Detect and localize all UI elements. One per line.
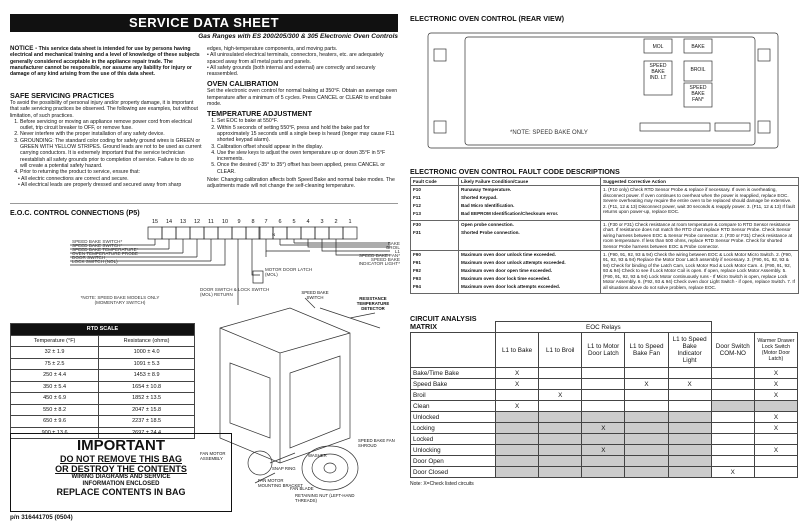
- matrix-cell: [496, 445, 539, 456]
- fault-col-cause: Likely Failure Condition/Cause: [459, 178, 601, 186]
- eoc-relays-header: EOC Relays: [496, 322, 712, 333]
- middle-text-column: [207, 46, 398, 190]
- matrix-cell: [754, 401, 797, 412]
- matrix-cell: [582, 456, 625, 467]
- matrix-heading: CIRCUIT ANALYSIS MATRIX: [410, 314, 477, 331]
- table-cell: 2237 ± 18.5: [99, 416, 195, 428]
- matrix-cell: X: [754, 368, 797, 379]
- connector-pin: [148, 227, 162, 239]
- table-cell: 1453 ± 8.9: [99, 370, 195, 382]
- matrix-cell: [496, 412, 539, 423]
- matrix-row-label: Clean: [411, 401, 496, 412]
- matrix-cell: [539, 379, 582, 390]
- fault-code: F11: [413, 195, 421, 201]
- safe-practices-heading: SAFE SERVICING PRACTICES: [10, 91, 115, 100]
- matrix-cell: [625, 412, 668, 423]
- table-row: [411, 221, 799, 251]
- washer-label: WASHER: [308, 453, 327, 458]
- terminal-bake: BAKE: [691, 44, 705, 50]
- matrix-cell: X: [754, 412, 797, 423]
- matrix-cell: [496, 456, 539, 467]
- divider: [10, 203, 398, 204]
- connector-pin: [315, 227, 329, 239]
- pin-number: 15: [151, 219, 159, 225]
- fault-col-action: Suggested Corrective Action: [601, 178, 799, 186]
- table-row: [411, 434, 798, 445]
- matrix-cell: [582, 379, 625, 390]
- matrix-column-header: L1 to Speed Bake Fan: [625, 333, 668, 368]
- matrix-cell: [668, 434, 711, 445]
- pin-label: DOOR SWITCH: [72, 255, 106, 261]
- matrix-row-label: Locking: [411, 423, 496, 434]
- fault-col-code: Fault Code: [411, 178, 459, 186]
- matrix-column-header: L1 to Bake: [496, 333, 539, 368]
- left-labels: [72, 240, 138, 265]
- safe-practices-cont: [207, 46, 398, 77]
- matrix-cell: X: [711, 467, 754, 478]
- pin-number: 1: [348, 219, 352, 225]
- matrix-cell: [625, 434, 668, 445]
- important-line5: REPLACE CONTENTS IN BAG: [56, 487, 186, 497]
- fault-codes-cell: [411, 251, 459, 294]
- rear-view-note: *NOTE: SPEED BAKE ONLY: [510, 130, 588, 136]
- fault-action-cell: 1. (F90, 91, 92, 93 & 94) Check the wiring between EOC & Lock Motor Micro Switch. 2. (F90, 91, 92, 93 & 94) Replace the Motor Door Latch assembly if necessary. 3. (F90, 91, 92, 93 & 94) Check for binding of the Latch Cam, Lock Motor Rod & Lock Motor Cam. 4. (F90, 91, 92, 93 & 94) Check to see if Lock Motor Coil is open. If open, replace Lock Motor Assembly. 5. (F90, 91, 92, 93 & 94) Lock Motor continuously runs - If Micro Switch is open, replace Lock Motor Assembly. 6. (F92, 93 & 94) Check oven door Light Switch - if open, replace Switch. 7. If all situations above do not solve problem, replace EOC.: [601, 251, 799, 294]
- rear-view-diagram: [410, 23, 798, 158]
- door-switch-label: DOOR SWITCH & LOCK SWITCH (MOL) RETURN: [200, 287, 270, 297]
- matrix-cell: [711, 412, 754, 423]
- matrix-cell: X: [625, 379, 668, 390]
- fault-cause: Runaway Temperature.: [461, 187, 512, 193]
- matrix-cell: [668, 390, 711, 401]
- fault-cause-cell: [459, 251, 601, 294]
- table-row: [411, 401, 798, 412]
- matrix-cell: X: [496, 368, 539, 379]
- table-row: [11, 347, 195, 359]
- fault-code: F92: [413, 267, 421, 273]
- matrix-cell: [582, 390, 625, 401]
- table-row: [411, 186, 799, 221]
- connector-pin: [204, 227, 218, 239]
- temp-adjustment-steps: [207, 118, 398, 175]
- pin-number: 5: [292, 219, 296, 225]
- matrix-row-label: Door Closed: [411, 467, 496, 478]
- list-item: 4. Use the slew keys to adjust the oven temperature up or down 35°F in 5°F increments.: [217, 150, 398, 163]
- fault-code: F91: [413, 259, 421, 265]
- table-row: [411, 456, 798, 467]
- matrix-cell: [668, 368, 711, 379]
- pin-number: 10: [221, 219, 229, 225]
- matrix-cell: [711, 434, 754, 445]
- rtd-col-res: Resistance (ohms): [99, 335, 195, 347]
- oven-calibration-heading: OVEN CALIBRATION: [207, 79, 279, 89]
- part-number: p/n 316441705 (0504): [10, 514, 73, 521]
- matrix-cell: [711, 423, 754, 434]
- matrix-cell: [625, 401, 668, 412]
- pin-label: BAKE: [387, 241, 400, 246]
- connector-pin: [162, 227, 176, 239]
- matrix-cell: [625, 445, 668, 456]
- matrix-cell: X: [582, 423, 625, 434]
- terminal-mol: MOL: [652, 44, 664, 50]
- safe-practices-list: [10, 119, 202, 176]
- matrix-row-label: Broil: [411, 390, 496, 401]
- matrix-cell: [668, 456, 711, 467]
- pin-number: 13: [179, 219, 187, 225]
- fault-cause: Open probe connection.: [461, 222, 514, 228]
- matrix-cell: X: [754, 390, 797, 401]
- fault-cause: Maximum oven door unlock time exceeded.: [461, 252, 556, 258]
- table-cell: 2697 ± 24.4: [99, 427, 195, 439]
- fan-motor-bracket-label: FAN MOTOR MOUNTING BRACKET: [258, 478, 303, 488]
- matrix-cell: [539, 423, 582, 434]
- matrix-cell: X: [539, 390, 582, 401]
- table-row: [411, 379, 798, 390]
- pin-number: 9: [237, 219, 241, 225]
- pin-label: SPEED BAKE INDICATOR LIGHT*: [358, 257, 400, 266]
- pin-label: L1: [394, 249, 400, 254]
- terminal-broil: BROIL: [690, 67, 706, 73]
- fan-blade-label: FAN BLADE: [290, 486, 314, 491]
- matrix-cell: [539, 467, 582, 478]
- matrix-cell: X: [496, 401, 539, 412]
- matrix-row-label: Door Open: [411, 456, 496, 467]
- matrix-cell: [711, 379, 754, 390]
- fault-code: F90: [413, 252, 421, 258]
- retaining-nut-label: RETAINING NUT (LEFT-HAND THREADS): [295, 493, 355, 503]
- connector-pin: [259, 227, 276, 239]
- circuit-matrix: [410, 321, 798, 487]
- table-row: [411, 368, 798, 379]
- matrix-cell: [625, 423, 668, 434]
- table-row: [411, 423, 798, 434]
- table-cell: 1000 ± 4.0: [99, 347, 195, 359]
- important-line1: DO NOT REMOVE THIS BAG: [59, 454, 182, 464]
- matrix-cell: X: [582, 445, 625, 456]
- connector-pin: [287, 227, 301, 239]
- fault-code: F31: [413, 229, 421, 235]
- fault-cause: Maximum oven door lock time exceeded.: [461, 275, 551, 281]
- matrix-cell: [754, 467, 797, 478]
- table-cell: 650 ± 9.6: [11, 416, 99, 428]
- fault-cause-cell: [459, 186, 601, 221]
- connector-pin: [176, 227, 190, 239]
- matrix-row-label: Unlocked: [411, 412, 496, 423]
- table-cell: 550 ± 8.2: [11, 404, 99, 416]
- table-cell: 450 ± 6.9: [11, 393, 99, 405]
- matrix-cell: [711, 456, 754, 467]
- matrix-cell: [539, 401, 582, 412]
- matrix-cell: [625, 456, 668, 467]
- rtd-scale: [10, 323, 195, 439]
- fault-code: F30: [413, 222, 421, 228]
- notice: [10, 46, 202, 77]
- eoc-connections-heading: E.O.C. CONTROL CONNECTIONS (P5): [10, 208, 140, 217]
- matrix-cell: [754, 456, 797, 467]
- sheet-title: SERVICE DATA SHEET: [10, 14, 398, 32]
- pin-label: BROIL: [386, 245, 400, 250]
- temp-adjustment-note: Note: Changing calibration affects both Speed Bake and normal bake modes. The adjustments made will not change the self-cleaning temperature.: [207, 177, 395, 190]
- matrix-cell: [668, 412, 711, 423]
- matrix-cell: [539, 368, 582, 379]
- table-cell: 250 ± 4.4: [11, 370, 99, 382]
- table-row: [11, 381, 195, 393]
- matrix-cell: [582, 467, 625, 478]
- temp-adjustment-heading: TEMPERATURE ADJUSTMENT: [207, 109, 313, 119]
- pin-number: 7: [264, 219, 268, 225]
- pin-label: SPEED BAKE SWITCH*: [72, 239, 123, 244]
- matrix-cell: [496, 434, 539, 445]
- list-item: • All electrical leads are properly dressed and secured away from sharp: [18, 181, 182, 188]
- matrix-cell: X: [496, 379, 539, 390]
- fault-code: F13: [413, 211, 421, 217]
- speed-bake-switch-label: SPEED BAKE SWITCH: [301, 290, 329, 300]
- fault-codes-cell: [411, 186, 459, 221]
- connector-pin: [232, 227, 246, 239]
- matrix-cell: [668, 423, 711, 434]
- fault-codes-heading: ELECTRONIC OVEN CONTROL FAULT CODE DESCRIPTIONS: [410, 167, 620, 176]
- rtd-label: RESISTANCE TEMPERATURE DETECTOR: [356, 296, 390, 311]
- pin-label: SPEED BAKE FAN*: [358, 253, 400, 258]
- table-row: [11, 370, 195, 382]
- matrix-cell: [625, 390, 668, 401]
- matrix-cell: X: [754, 423, 797, 434]
- notice-label: NOTICE -: [10, 45, 38, 52]
- fault-action-cell: 1. (F10 only) Check RTD Sensor Probe & replace if necessary. If oven is overheating, disconnect power. If oven continues to overheat when the power is reapplied, replace EOC. Severe overheating may require the entire oven to be replaced should damage be extensive. 2. (F11, 12 & 13) Disconnect power, wait 30 seconds & reapply power. 3. (F11, 12 & 13) If fault returns upon power-up, replace EOC.: [601, 186, 799, 221]
- matrix-cell: [539, 434, 582, 445]
- table-row: [411, 445, 798, 456]
- table-row: [11, 358, 195, 370]
- matrix-cell: [711, 445, 754, 456]
- connector-pin: [218, 227, 232, 239]
- connector-pin: [343, 227, 357, 239]
- matrix-cell: [496, 390, 539, 401]
- list-item: 5. Once the desired (-35° to 35°) offset has been applied, press CANCEL or CLEAR.: [217, 162, 398, 175]
- matrix-column-header: Warmer Drawer Lock Switch (Motor Door Latch): [754, 333, 797, 368]
- safe-practices-intro: To avoid the possibility of personal injury and/or property damage, it is important that safe servicing practices be observed. The following are examples, but without limitation, of such practices.: [10, 100, 198, 119]
- table-cell: 1091 ± 5.3: [99, 358, 195, 370]
- list-item: • All uninsulated electrical terminals, connectors, heaters, etc. are adequately spaced away from all metal parts and panels.: [207, 52, 384, 65]
- matrix-cell: [668, 401, 711, 412]
- pin-label: SPEED BAKE TEMPERATURE*: [72, 247, 139, 253]
- matrix-cell: [582, 434, 625, 445]
- motor-label: MOTOR DOOR LATCH (MOL): [265, 267, 313, 277]
- list-item: • All safety grounds (both internal and external) are correctly and securely reassembled.: [207, 64, 376, 78]
- matrix-row-label: Unlocking: [411, 445, 496, 456]
- terminal-speed-bake-fan: SPEED BAKE FAN*: [689, 85, 707, 103]
- matrix-column-header: L1 to Speed Bake Indicator Light: [668, 333, 711, 368]
- matrix-row-label: Speed Bake: [411, 379, 496, 390]
- connector-pin: [329, 227, 343, 239]
- list-item: • All electric connections are correct and secure.: [18, 175, 129, 182]
- oven-calibration-text: Set the electronic oven control for normal baking at 350°F. Obtain an average oven temperature after a minimum of 5 cycles. Press CANCEL or CLEAR to end bake mode.: [207, 88, 398, 108]
- list-item: 4. Prior to returning the product to service, ensure that:: [20, 169, 202, 175]
- table-cell: 2047 ± 15.8: [99, 404, 195, 416]
- fault-cause: Bad Micro Identification.: [461, 203, 515, 209]
- connector-pin: [301, 227, 315, 239]
- matrix-note: Note: X=Check listed circuits: [410, 481, 474, 487]
- pin-label: SPEED BAKE SWITCH*: [72, 243, 123, 249]
- pin-number: 14: [165, 219, 173, 225]
- important-line3: WIRING DIAGRAMS AND SERVICE: [71, 474, 171, 480]
- important-box: [10, 433, 232, 512]
- table-row: [411, 251, 799, 294]
- matrix-cell: [582, 401, 625, 412]
- list-item: 3. GROUNDING: The standard color coding for safety ground wires is GREEN or GREEN WITH YELLOW STRIPES. Ground leads are not to be used as current carrying conductors. It is extremely important that the service technician reestablish all safety grounds prior to completion of service. Failure to do so will create a potential safety hazard.: [20, 138, 202, 169]
- pin-number: 12: [193, 219, 201, 225]
- table-cell: 32 ± 1.9: [11, 347, 99, 359]
- fault-cause: Maximum oven door open time exceeded.: [461, 267, 553, 273]
- rear-view-heading: ELECTRONIC OVEN CONTROL (REAR VIEW): [410, 14, 565, 23]
- matrix-cell: [582, 412, 625, 423]
- matrix-column-header: Door Switch COM-NO: [711, 333, 754, 368]
- table-row: [411, 467, 798, 478]
- fan-motor-assembly-label: FAN MOTOR ASSEMBLY: [200, 451, 226, 461]
- important-line2: OR DESTROY THE CONTENTS: [55, 464, 187, 474]
- snap-ring-label: SNAP RING: [272, 466, 296, 471]
- pin-number: 2: [334, 219, 338, 225]
- list-item: 3. Calibration offset should appear in the display.: [217, 144, 398, 150]
- rtd-col-temp: Temperature (°F): [11, 335, 99, 347]
- notice-text: This service data sheet is intended for use by persons having electrical and mechanical training and a level of knowledge of these subjects generally considered acceptable in the appliance repair trade. The manufacturer cannot be responsible, nor assume any liability for injury or damage of any kind arising from the use of this data sheet.: [10, 46, 200, 78]
- fault-code-table: [410, 177, 799, 294]
- fault-code: F12: [413, 203, 421, 209]
- matrix-cell: [496, 423, 539, 434]
- matrix-cell: [754, 434, 797, 445]
- matrix-cell: [539, 456, 582, 467]
- pin-number: 3: [320, 219, 324, 225]
- list-item: 2. Never interfere with the proper installation of any safety device.: [20, 131, 202, 137]
- table-cell: 900 ± 13.6: [11, 427, 99, 439]
- table-row: [411, 412, 798, 423]
- table-cell: 1852 ± 13.5: [99, 393, 195, 405]
- matrix-cell: [711, 390, 754, 401]
- fan-shroud-label: SPEED BAKE FAN SHROUD: [358, 438, 395, 448]
- fault-cause-cell: [459, 221, 601, 251]
- sheet-subtitle: Gas Ranges with ES 200/205/300 & 305 Electronic Oven Controls: [198, 33, 398, 40]
- matrix-cell: [539, 445, 582, 456]
- fault-cause: Bad EEPROM Identification/Checksum error.: [461, 211, 559, 217]
- matrix-cell: X: [754, 445, 797, 456]
- matrix-cell: [711, 401, 754, 412]
- matrix-column-header: L1 to Broil: [539, 333, 582, 368]
- matrix-row-label: Locked: [411, 434, 496, 445]
- pin-label: OVEN TEMPERATURE PROBE: [72, 251, 138, 257]
- matrix-cell: [582, 368, 625, 379]
- terminal-speed-bake-ind: SPEED BAKE IND. LT: [649, 63, 667, 81]
- table-row: [11, 416, 195, 428]
- matrix-row-label: Bake/Time Bake: [411, 368, 496, 379]
- fault-cause: Shorted Keypad.: [461, 195, 498, 201]
- rtd-title: RTD SCALE: [11, 324, 195, 336]
- pin-number: 4: [306, 219, 310, 225]
- pin-number: 11: [208, 219, 214, 225]
- important-line4: INFORMATION ENCLOSED: [82, 480, 160, 487]
- fault-code: F10: [413, 187, 421, 193]
- fault-cause: Shorted Probe connection.: [461, 229, 520, 235]
- table-row: [11, 393, 195, 405]
- safe-bullets: [10, 176, 202, 189]
- table-cell: 75 ± 2.5: [11, 358, 99, 370]
- matrix-cell: X: [668, 379, 711, 390]
- table-cell: 350 ± 5.4: [11, 381, 99, 393]
- table-row: [411, 390, 798, 401]
- matrix-cell: [625, 467, 668, 478]
- matrix-cell: [711, 368, 754, 379]
- fault-cause: Maximum oven door unlock attempts exceeded.: [461, 259, 566, 265]
- matrix-cell: [625, 368, 668, 379]
- matrix-column-header: L1 to Motor Door Latch: [582, 333, 625, 368]
- pin-number: 8: [251, 219, 255, 225]
- table-row: [11, 404, 195, 416]
- fault-code: F93: [413, 275, 421, 281]
- pin-label: LOCK SWITCH (NOL): [72, 259, 118, 265]
- n-label: N: [272, 232, 276, 237]
- right-labels: [345, 242, 400, 266]
- table-cell: 1654 ± 10.8: [99, 381, 195, 393]
- list-item: 2. Within 5 seconds of setting 550°F, press and hold the bake pad for approximately 15 seconds until a single beep is heard (longer may cause F11 shorted keypad alarm).: [217, 125, 398, 144]
- pin-number: 6: [278, 219, 282, 225]
- list-item: 1. Set EOC to bake at 550°F.: [217, 118, 398, 124]
- eoc-footnote: *NOTE: SPEED BAKE MODELS ONLY (MOMENTARY SWITCH): [80, 295, 160, 305]
- list-item: 1. Before servicing or moving an appliance remove power cord from electrical outlet, trip circuit breaker to OFF, or remove fuse.: [20, 119, 202, 132]
- list-item: edges, high-temperature components, and moving parts.: [207, 46, 338, 52]
- matrix-cell: [496, 467, 539, 478]
- fault-cause: Maximum oven door lock attempts exceeded.: [461, 283, 561, 289]
- connector-pin: [190, 227, 204, 239]
- connector-pin: [246, 227, 260, 239]
- matrix-cell: [539, 412, 582, 423]
- safe-practices: [10, 91, 202, 188]
- matrix-cell: [668, 467, 711, 478]
- matrix-cell: [668, 445, 711, 456]
- fault-codes-cell: [411, 221, 459, 251]
- matrix-cell: X: [754, 379, 797, 390]
- fault-code: F94: [413, 283, 421, 289]
- important-title: IMPORTANT: [76, 437, 166, 454]
- fault-action-cell: 1. (F30 or F31) Check resistance at room temperature & compare to RTD Sensor resistance chart. If resistance does not match the RTD chart replace RTD Sensor Probe. Check Sensor wiring harness between EOC & Sensor Probe connector. 2. (F30 or F31) Check resistance at room temperature. If less than 500 ohms, replace RTD Sensor Probe. Check for shorted Sensor Probe harness between EOC & Probe connector.: [601, 221, 799, 251]
